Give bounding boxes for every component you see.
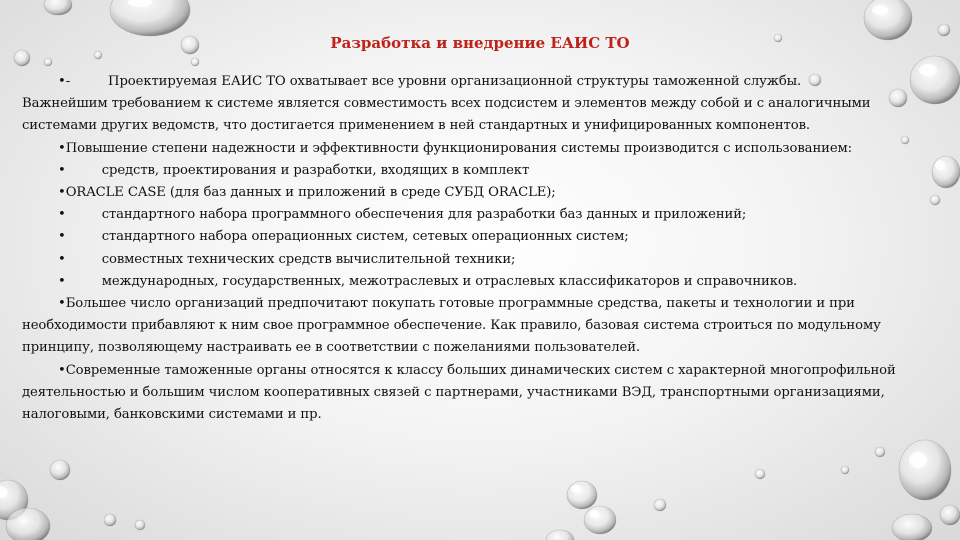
bullet-icon: • [58,362,66,378]
list-item [22,204,942,226]
list-item [22,182,942,204]
water-drop [875,447,885,457]
dash-marker: - [65,74,71,89]
bullet-icon: • [58,207,66,223]
paragraph-3 [22,293,942,360]
bullet-icon: • [58,273,66,289]
water-drop [94,51,102,59]
list-item-text: ORACLE CASE (для баз данных и приложений в среде СУБД ORACLE); [65,185,556,201]
paragraph-3-text: Большее число организаций предпочитают покупать готовые программные средства, пакеты и технологии и при необходимости прибавляют к ним свое программное обеспечение. Как правило, базовая система строиться по модульному принципу, позволяющему настраивать ее в соответствии с пожеланиями пользователей. [22,296,881,356]
water-drop [584,506,616,534]
paragraph-1-continued: Важнейшим требованием к системе является совместимость всех подсистем и элементов между собой и с аналогичными системами других ведомств, что достигается применением в ней стандартных и унифицированных компонентов. [22,96,871,134]
paragraph-4-text: Современные таможенные органы относятся к классу больших динамических систем с характерной многопрофильной деятельностью и большим числом кооперативных связей с партнерами, участниками ВЭД, транспортными организациями, налоговыми, банковскими системами и пр. [22,362,896,423]
bullet-icon: • [58,74,66,89]
list-item [22,226,942,248]
slide-body [22,71,942,426]
list-item [22,249,942,271]
water-drop [110,0,190,36]
water-drop [44,58,52,66]
water-drop [899,440,951,500]
paragraph-4 [22,360,942,427]
list-item-text: международных, государственных, межотраслевых и отраслевых классификаторов и справочников. [101,273,798,289]
list-item-text: совместных технических средств вычислительной техники; [101,251,516,267]
water-drop [104,514,116,526]
water-drop [135,520,145,530]
water-drop [654,499,666,511]
bullet-icon: • [58,185,66,201]
water-drop [6,508,50,540]
water-drop [14,50,30,66]
water-drop [755,469,765,479]
paragraph-2 [22,138,942,160]
water-drop [191,58,199,66]
paragraph-2-text: Повышение степени надежности и эффективности функционирования системы производится с использованием: [65,140,853,156]
list-item [22,160,942,182]
water-drop [892,514,932,540]
bullet-icon: • [58,251,66,267]
paragraph-1-text: Проектируемая ЕАИС ТО охватывает все уровни организационной структуры таможенной службы. [108,74,802,89]
slide-title: Разработка и внедрение ЕАИС ТО [330,34,630,52]
water-drop [841,466,849,474]
water-drop [567,481,597,509]
bullet-icon: • [58,229,66,245]
bullet-icon: • [58,296,66,312]
water-drop [546,530,574,540]
list-item [22,271,942,293]
water-drop [44,0,72,15]
bullet-icon: • [58,140,66,156]
list-item-text: стандартного набора программного обеспечения для разработки баз данных и приложений; [101,207,747,223]
water-drop [940,505,960,525]
list-item-text: средств, проектирования и разработки, входящих в комплект [101,162,530,178]
list-item-text: стандартного набора операционных систем, сетевых операционных систем; [101,229,629,245]
bullet-icon: • [58,162,66,178]
water-drop [50,460,70,480]
paragraph-1 [22,71,942,93]
